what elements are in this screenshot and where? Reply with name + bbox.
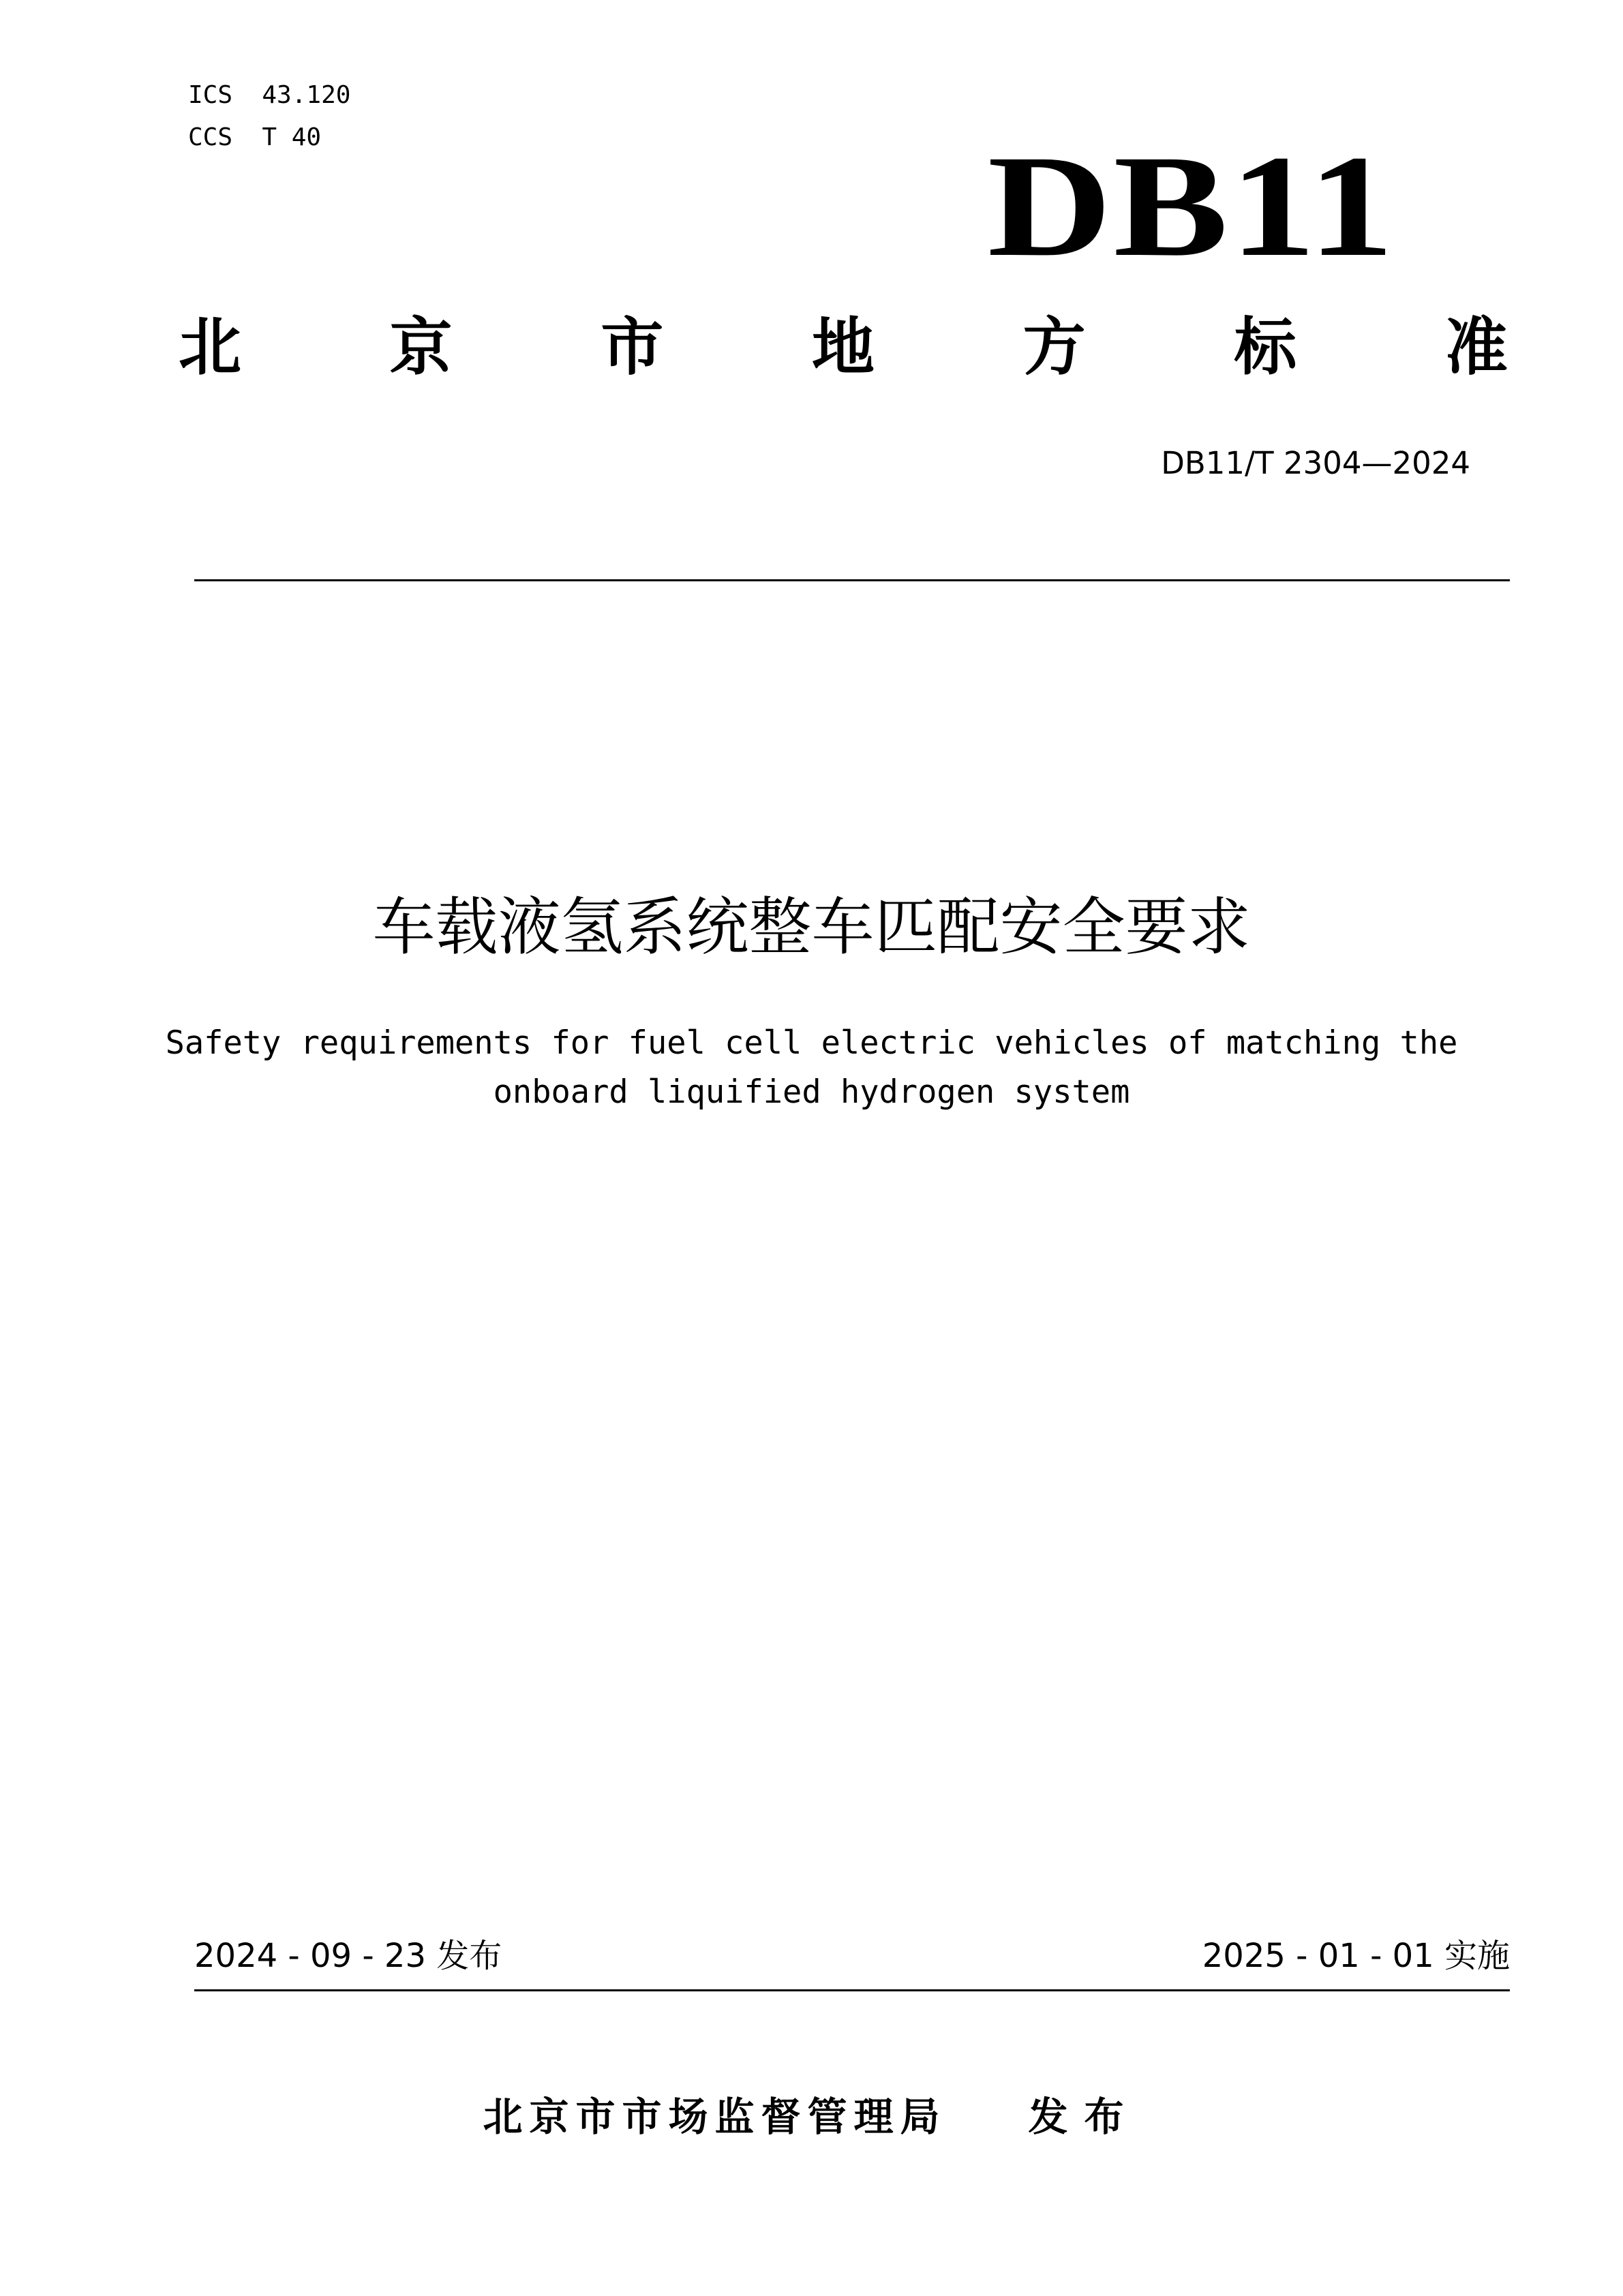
standard-type-char: 方	[1022, 311, 1086, 384]
standard-number: DB11/T 2304—2024	[1161, 445, 1470, 481]
bottom-divider	[194, 1989, 1510, 1991]
standard-type-heading	[179, 310, 1508, 385]
standard-type-char: 市	[601, 311, 664, 384]
title-english-line-1: Safety requirements for fuel cell electric vehicles of matching the	[165, 1024, 1458, 1062]
title-english	[0, 1019, 1623, 1117]
ccs-code: CCS T 40	[188, 123, 322, 151]
issue-date: 2024 - 09 - 23 发布	[194, 1937, 502, 1975]
publish-label: 发布	[1028, 2094, 1140, 2140]
standard-type-char: 北	[179, 311, 242, 384]
implementation-date: 2025 - 01 - 01 实施	[1202, 1937, 1510, 1975]
ics-code: ICS 43.120	[188, 81, 351, 109]
top-divider	[194, 579, 1510, 581]
db11-logo: DB11	[987, 125, 1395, 287]
standard-type-char: 地	[811, 311, 875, 384]
publisher-row	[0, 2092, 1623, 2141]
title-chinese: 车载液氢系统整车匹配安全要求	[372, 891, 1251, 964]
title-english-line-2: onboard liquified hydrogen system	[493, 1073, 1130, 1111]
standard-type-char: 京	[389, 311, 453, 384]
standard-type-char: 准	[1444, 311, 1508, 384]
standard-type-char: 标	[1234, 311, 1297, 384]
publisher-name: 北京市市场监督管理局	[483, 2094, 947, 2140]
